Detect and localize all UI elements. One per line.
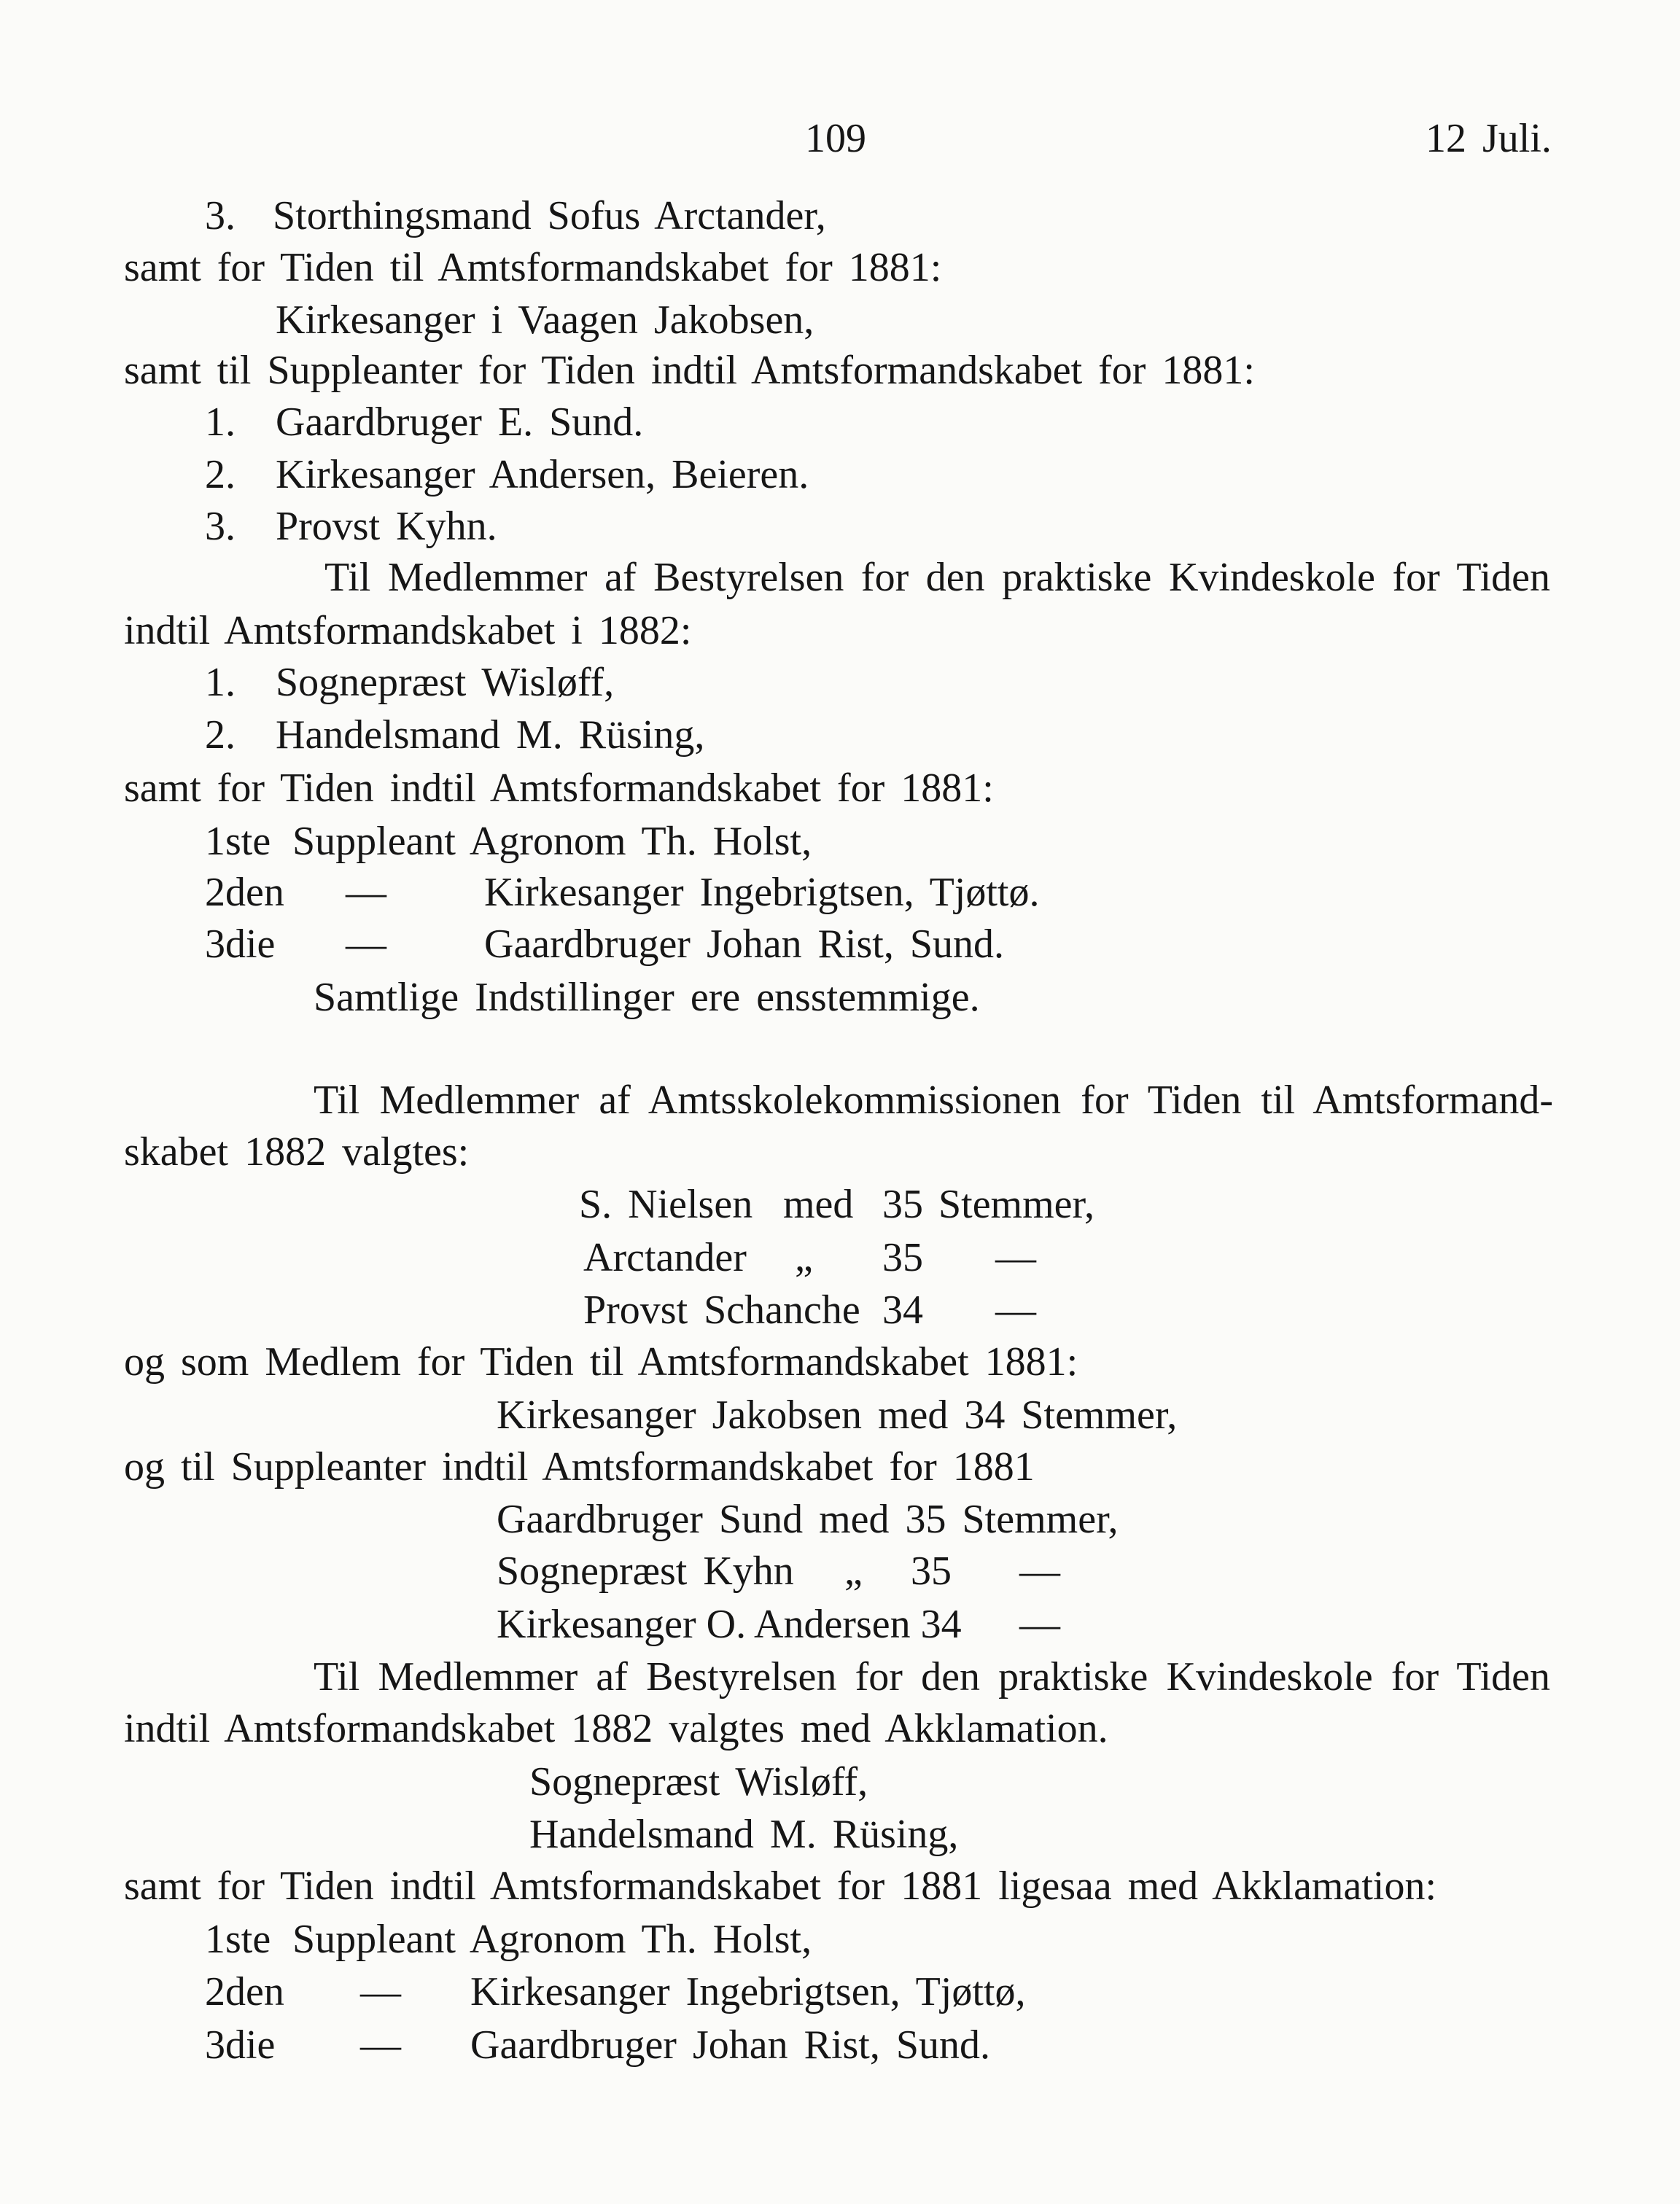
item-number: 2. — [205, 452, 236, 497]
substitute-text: Kirkesanger Ingebrigtsen, Tjøttø, — [470, 1969, 1026, 2014]
substitute-row — [0, 2020, 1680, 2071]
list-item — [0, 449, 1680, 500]
list-item — [0, 501, 1680, 552]
vote-count: 34 — [882, 1288, 923, 1333]
list-item — [0, 709, 1680, 760]
member-intro: og som Medlem for Tiden til Amtsformandskabet 1881: — [124, 1339, 1078, 1385]
vote-count: 35 — [905, 1497, 946, 1542]
vote-count: 35 — [882, 1235, 923, 1280]
vote-conjunction: „ — [844, 1549, 863, 1594]
vote-row — [0, 1285, 1680, 1336]
page-number: 109 — [805, 116, 866, 161]
ditto-dash: — — [346, 870, 386, 915]
closing-remark: Samtlige Indstillinger ere ensstemmige. — [314, 975, 980, 1020]
substitute-row — [0, 1966, 1680, 2017]
item-number: 1. — [205, 660, 236, 705]
substitute-rank: 1ste — [205, 1917, 271, 1962]
commission-intro-line-2: skabet 1882 valgtes: — [124, 1129, 470, 1175]
vote-unit: Stemmer, — [938, 1182, 1094, 1227]
substitute-row — [0, 816, 1680, 867]
substitutes-election-intro: og til Suppleanter indtil Amtsformandskabet for 1881 — [124, 1444, 1035, 1490]
deputy-name: Kirkesanger i Vaagen Jakobsen, — [276, 297, 814, 343]
vote-unit: — — [995, 1235, 1036, 1280]
candidate-name: Arctander — [583, 1235, 747, 1280]
candidate-name: Kirkesanger O. Andersen — [497, 1602, 911, 1647]
board-intro-line-2: indtil Amtsformandskabet i 1882: — [124, 608, 692, 653]
ditto-dash: — — [360, 1969, 401, 2014]
substitute-text: Kirkesanger Ingebrigtsen, Tjøttø. — [484, 870, 1040, 915]
header-date: 12 Juli. — [1426, 116, 1552, 161]
candidate-name: Sognepræst Kyhn — [497, 1549, 794, 1594]
vote-count: 35 — [911, 1549, 952, 1594]
item-text: Storthingsmand Sofus Arctander, — [273, 193, 826, 238]
vote-unit: Stemmer, — [962, 1497, 1119, 1542]
item-number: 3. — [205, 504, 236, 549]
substitute-rank: 3die — [205, 2022, 276, 2068]
item-number: 1. — [205, 400, 236, 445]
item-text: Handelsmand M. Rüsing, — [276, 712, 705, 758]
vote-unit: — — [1019, 1602, 1060, 1647]
vote-conjunction: med — [783, 1182, 854, 1227]
elected-board-member: Handelsmand M. Rüsing, — [529, 1812, 959, 1857]
substitutes-intro: samt til Suppleanter for Tiden indtil Amtsformandskabet for 1881: — [124, 348, 1255, 393]
board-election-intro-line-2: indtil Amtsformandskabet 1882 valgtes med Akklamation. — [124, 1706, 1108, 1751]
item-text: Gaardbruger E. Sund. — [276, 400, 644, 445]
vote-unit: — — [995, 1288, 1036, 1333]
board-election-substitutes-intro: samt for Tiden indtil Amtsformandskabet for 1881 ligesaa med Akklamation: — [124, 1864, 1437, 1909]
substitute-text: Suppleant Agronom Th. Holst, — [292, 819, 812, 864]
nomination-item — [0, 190, 1680, 241]
vote-row — [0, 1179, 1680, 1230]
vote-row — [0, 1232, 1680, 1283]
substitute-row — [0, 1914, 1680, 1965]
candidate-name: Provst Schanche — [583, 1288, 860, 1333]
substitute-rank: 2den — [205, 1969, 284, 2014]
substitute-rank: 2den — [205, 870, 284, 915]
substitute-text: Gaardbruger Johan Rist, Sund. — [470, 2022, 991, 2068]
deputy-intro: samt for Tiden til Amtsformandskabet for 1881: — [124, 245, 942, 290]
substitute-rank: 1ste — [205, 819, 271, 864]
substitute-row — [0, 919, 1680, 970]
substitute-text: Gaardbruger Johan Rist, Sund. — [484, 922, 1005, 967]
ditto-dash: — — [346, 922, 386, 967]
item-text: Sognepræst Wisløff, — [276, 660, 615, 705]
item-number: 2. — [205, 712, 236, 758]
substitute-row — [0, 867, 1680, 918]
item-text: Provst Kyhn. — [276, 504, 497, 549]
vote-count: 35 — [882, 1182, 923, 1227]
list-item — [0, 397, 1680, 448]
commission-intro-line-1: Til Medlemmer af Amtsskolekommissionen for Tiden til Amtsformand- — [314, 1078, 1553, 1123]
substitute-rank: 3die — [205, 922, 276, 967]
candidate-entry — [497, 1599, 962, 1650]
substitute-text: Suppleant Agronom Th. Holst, — [292, 1917, 812, 1962]
candidate-name: Gaardbruger Sund — [497, 1497, 804, 1542]
board-substitutes-intro: samt for Tiden indtil Amtsformandskabet for 1881: — [124, 766, 994, 811]
vote-row — [497, 1494, 1118, 1545]
vote-row — [0, 1599, 1680, 1650]
vote-unit: — — [1019, 1549, 1060, 1594]
vote-conjunction: „ — [795, 1235, 813, 1280]
vote-row — [0, 1546, 1680, 1597]
item-number: 3. — [205, 193, 236, 238]
vote-conjunction: med — [819, 1497, 890, 1542]
ditto-dash: — — [360, 2022, 401, 2068]
elected-board-member: Sognepræst Wisløff, — [529, 1759, 868, 1804]
board-intro-line-1: Til Medlemmer af Bestyrelsen for den praktiske Kvindeskole for Tiden — [324, 555, 1550, 600]
board-election-intro-line-1: Til Medlemmer af Bestyrelsen for den praktiske Kvindeskole for Tiden — [314, 1654, 1550, 1699]
member-vote: Kirkesanger Jakobsen med 34 Stemmer, — [497, 1393, 1178, 1438]
vote-count: 34 — [920, 1602, 962, 1647]
candidate-name: S. Nielsen — [579, 1182, 753, 1227]
list-item — [0, 657, 1680, 708]
item-text: Kirkesanger Andersen, Beieren. — [276, 452, 809, 497]
